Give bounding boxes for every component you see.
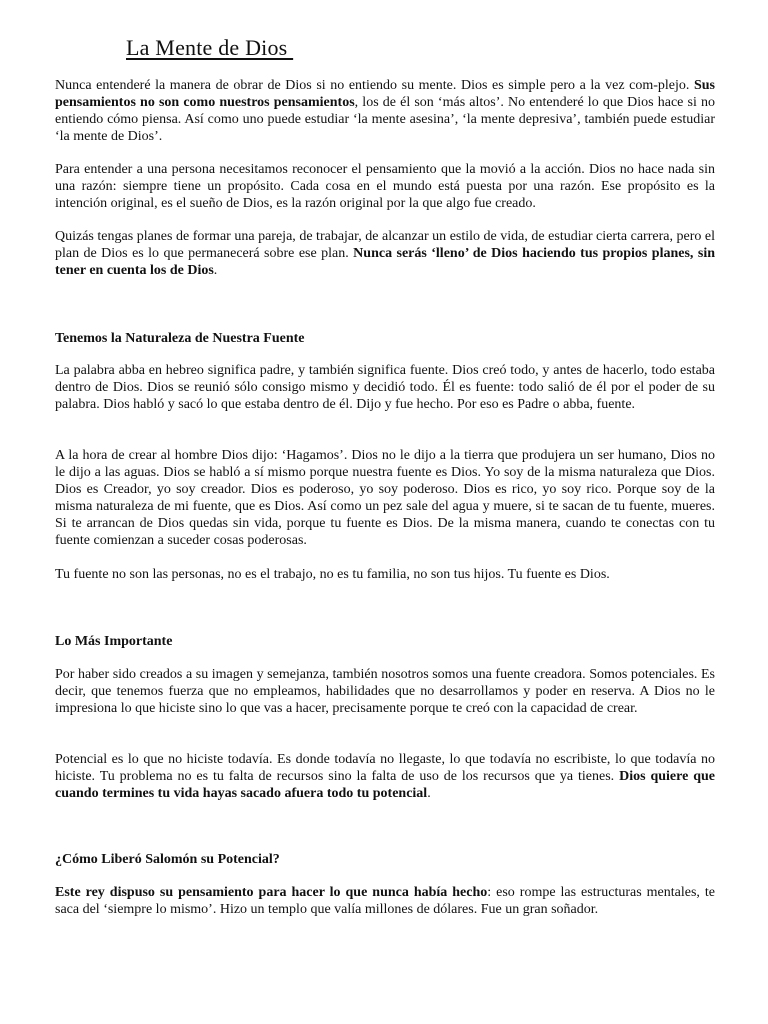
emphasized-text: Dios quiere que cuando termines tu vida hayas sacado afuera todo tu potencial bbox=[55, 769, 715, 801]
text-run: . bbox=[213, 263, 218, 278]
text-run: Quizás tengas planes de formar una pareja, de trabajar, de alcanzar un estilo de vida, de estudiar cierta carrera, pero el plan de Dios es lo que permanecerá sobre ese plan. bbox=[55, 229, 715, 261]
text-run: A la hora de crear al hombre Dios dijo: ‘Hagamos’. Dios no le dijo a la tierra que produjera un ser humano, Dios no le dijo a las aguas. Dios se habló a sí mismo porque nuestra fuente es Dios. Yo soy de la misma naturaleza que Dios. Dios es Creador, yo soy creador. Dios es poderoso, yo soy poderoso. Dios es rico, yo soy rico. Porque soy de la misma naturaleza de mi fuente, que es Dios. Así como un pez sale del agua y muere, si te sacan de tu fuente, mueres. Si te arrancan de Dios quedas sin vida, porque tu fuente es Dios. De la misma manera, cuando te conectas con tu fuente comienzan a suceder cosas poderosas. bbox=[55, 448, 715, 548]
paragraph bbox=[55, 666, 715, 717]
paragraph bbox=[55, 362, 715, 413]
emphasized-text: Nunca serás ‘lleno’ de Dios haciendo tus propios planes, sin tener en cuenta los de Dios bbox=[55, 246, 715, 278]
emphasized-text: Este rey dispuso su pensamiento para hacer lo que nunca había hecho bbox=[55, 885, 488, 900]
section-heading: Lo Más Importante bbox=[55, 634, 173, 649]
text-run: Potencial es lo que no hiciste todavía. Es donde todavía no llegaste, lo que todavía no escribiste, lo que todavía no hiciste. Tu problema no es tu falta de recursos sino la falta de uso de los recursos que ya tienes. bbox=[55, 752, 715, 784]
paragraph bbox=[55, 751, 715, 802]
emphasized-text: Sus pensamientos no son como nuestros pensamientos bbox=[55, 78, 715, 110]
paragraph bbox=[55, 228, 715, 279]
document-title: La Mente de Dios bbox=[126, 35, 294, 60]
section-heading: ¿Cómo Liberó Salomón su Potencial? bbox=[55, 852, 280, 867]
text-run: , los de él son ‘más altos’. No entenderé lo que Dios hace si no entiendo cómo piensa. Así como uno puede estudiar ‘la mente asesina’, ‘la mente depresiva’, también puede estudiar ‘la mente de Dios’. bbox=[55, 95, 715, 144]
paragraph bbox=[55, 884, 715, 918]
section-heading: Tenemos la Naturaleza de Nuestra Fuente bbox=[55, 331, 305, 346]
text-run: Nunca entenderé la manera de obrar de Dios si no entiendo su mente. Dios es simple pero a la vez com-plejo. bbox=[55, 78, 694, 93]
text-run: . bbox=[427, 786, 431, 801]
paragraph bbox=[55, 566, 715, 583]
text-run: Para entender a una persona necesitamos reconocer el pensamiento que la movió a la acción. Dios no hace nada sin una razón: siempre tiene un propósito. Cada cosa en el mundo está puesta por una razón. Ese propósito es la intención original, es el sueño de Dios, es la razón original por la que algo fue creado. bbox=[55, 162, 715, 211]
text-run: Por haber sido creados a su imagen y semejanza, también nosotros somos una fuente creadora. Somos potenciales. Es decir, que tenemos fuerza que no empleamos, habilidades que no desarrollamos y poder en reserva. A Dios no le impresiona lo que hiciste sino lo que vas a hacer, precisamente porque te creó con la capacidad de crear. bbox=[55, 667, 715, 716]
text-run: : eso rompe las estructuras mentales, te saca del ‘siempre lo mismo’. Hizo un templo que valía millones de dólares. Fue un gran soñador. bbox=[55, 885, 715, 917]
paragraph bbox=[55, 161, 715, 212]
text-run: La palabra abba en hebreo significa padre, y también significa fuente. Dios creó todo, y antes de hacerlo, todo estaba dentro de Dios. Dios se reunió sólo consigo mismo y decidió todo. Él es fuente: todo salió de él por el poder de su palabra. Dios habló y sacó lo que estaba dentro de él. Dijo y fue hecho. Por eso es Padre o abba, fuente. bbox=[55, 363, 715, 412]
paragraph bbox=[55, 447, 715, 549]
text-run: Tu fuente no son las personas, no es el trabajo, no es tu familia, no son tus hijos. Tu fuente es Dios. bbox=[55, 567, 610, 582]
paragraph bbox=[55, 77, 715, 145]
